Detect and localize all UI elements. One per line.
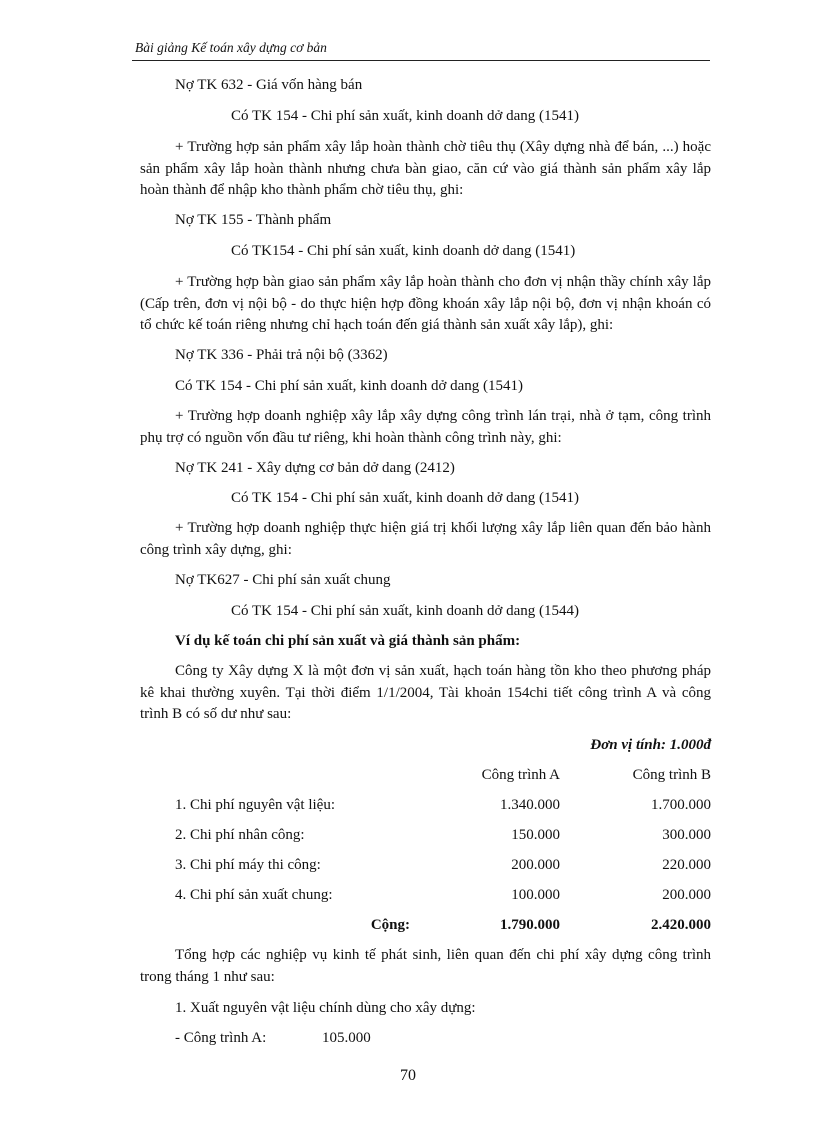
paragraph-unsold-products: + Trường hợp sản phẩm xây lắp hoàn thành chờ tiêu thụ (Xây dựng nhà để bán, ...) hoặc sản phẩm xây lắp hoàn thành nhưng chưa bàn giao, căn cứ vào giá thành sản phẩm xây lắp hoàn thành để nhập kho thành phẩm chờ tiêu thụ, ghi: — [140, 139, 711, 198]
row-label: 2. Chi phí nhân công: — [175, 827, 305, 843]
total-value-b: 2.420.000 — [651, 917, 711, 933]
example-intro: Công ty Xây dựng X là một đơn vị sản xuất, hạch toán hàng tồn kho theo phương pháp kê khai thường xuyên. Tại thời điểm 1/1/2004, Tài khoản 154chi tiết công trình A và công trình B có số dư như sau: — [140, 663, 711, 722]
paragraph-temporary-works: + Trường hợp doanh nghiệp xây lắp xây dựng công trình lán trại, nhà ở tạm, công trình phụ trợ có nguồn vốn đầu tư riêng, khi hoàn thành công trình này, ghi: — [140, 408, 711, 446]
unit-label: Đơn vị tính: 1.000đ — [590, 737, 711, 753]
header-rule — [132, 60, 710, 61]
item-a-value: 105.000 — [322, 1030, 371, 1046]
row-value-a: 1.340.000 — [500, 797, 560, 813]
entry-credit-154: Có TK154 - Chi phí sản xuất, kinh doanh dở dang (1541) — [231, 243, 576, 259]
entry-debit-336: Nợ TK 336 - Phải trả nội bộ (3362) — [175, 347, 388, 363]
entry-debit-241: Nợ TK 241 - Xây dựng cơ bản dở dang (2412) — [175, 460, 455, 476]
item-a-label: - Công trình A: — [175, 1030, 267, 1046]
column-header-b: Công trình B — [632, 767, 711, 783]
total-label: Cộng: — [370, 917, 410, 933]
entry-credit-154: Có TK 154 - Chi phí sản xuất, kinh doanh dở dang (1541) — [231, 108, 580, 124]
paragraph-warranty: + Trường hợp doanh nghiệp thực hiện giá trị khối lượng xây lắp liên quan đến bảo hành công trình xây dựng, ghi: — [140, 520, 711, 558]
column-header-a: Công trình A — [481, 767, 560, 783]
row-value-b: 220.000 — [662, 857, 711, 873]
row-label: 1. Chi phí nguyên vật liệu: — [175, 797, 335, 813]
row-label: 3. Chi phí máy thi công: — [175, 857, 321, 873]
summary-paragraph: Tổng hợp các nghiệp vụ kinh tế phát sinh, liên quan đến chi phí xây dựng công trình trong tháng 1 như sau: — [140, 947, 711, 985]
row-value-b: 1.700.000 — [651, 797, 711, 813]
entry-credit-154: Có TK 154 - Chi phí sản xuất, kinh doanh dở dang (1541) — [231, 490, 580, 506]
row-value-a: 150.000 — [511, 827, 560, 843]
total-value-a: 1.790.000 — [500, 917, 560, 933]
row-value-a: 200.000 — [511, 857, 560, 873]
row-value-b: 200.000 — [662, 887, 711, 903]
row-value-a: 100.000 — [511, 887, 560, 903]
page-header: Bài giảng Kế toán xây dựng cơ bản — [135, 40, 327, 55]
list-item: 1. Xuất nguyên vật liệu chính dùng cho xây dựng: — [175, 1000, 476, 1016]
entry-debit-627: Nợ TK627 - Chi phí sản xuất chung — [175, 572, 391, 588]
example-heading: Ví dụ kế toán chi phí sản xuất và giá thành sản phẩm: — [175, 633, 521, 649]
entry-debit-632: Nợ TK 632 - Giá vốn hàng bán — [175, 77, 363, 93]
entry-credit-154: Có TK 154 - Chi phí sản xuất, kinh doanh dở dang (1541) — [175, 378, 524, 394]
row-value-b: 300.000 — [662, 827, 711, 843]
entry-credit-154: Có TK 154 - Chi phí sản xuất, kinh doanh dở dang (1544) — [231, 603, 580, 619]
paragraph-handover-contractor: + Trường hợp bàn giao sản phẩm xây lắp hoàn thành cho đơn vị nhận thầy chính xây lắp (Cấp trên, đơn vị nội bộ - do thực hiện hợp đồng khoán xây lắp nội bộ, đơn vị nhận khoán có tổ chức kế toán riêng nhưng chỉ hạch toán đến giá thành sản xuất xây lắp), ghi: — [140, 274, 711, 333]
page-number: 70 — [400, 1067, 416, 1084]
row-label: 4. Chi phí sản xuất chung: — [175, 887, 333, 903]
entry-debit-155: Nợ TK 155 - Thành phẩm — [175, 212, 332, 228]
